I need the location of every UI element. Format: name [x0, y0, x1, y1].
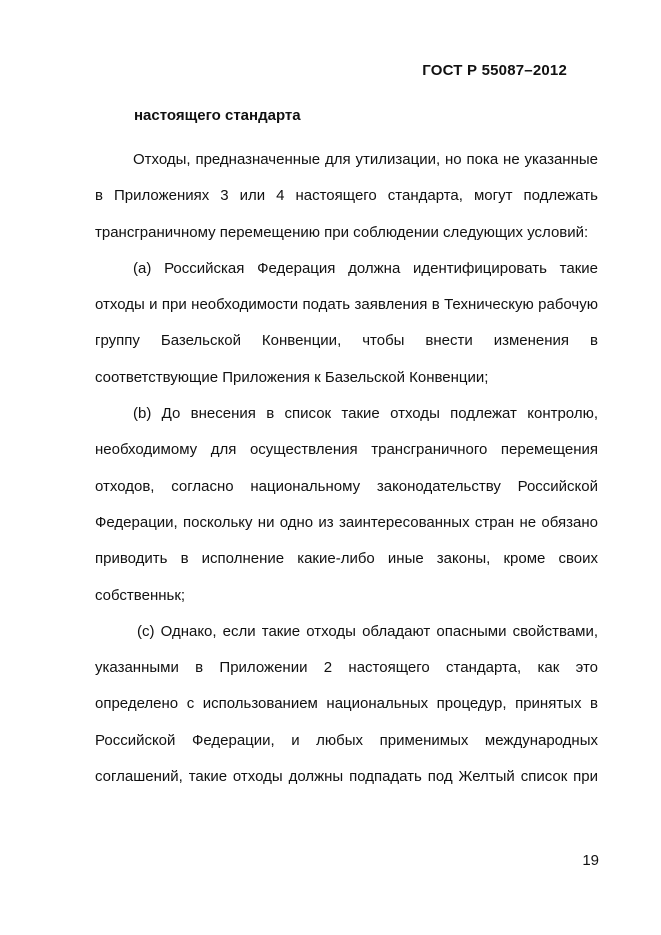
document-body [95, 142, 598, 795]
paragraph-item-b: (b) До внесения в список такие отходы подлежат контролю, необходимому для осуществления трансграничного перемещения отходов, согласно национальному законодательству Российской Федерации, поскольку ни одно из заинтересованных стран не обязано приводить в исполнение какие-либо иные законы, кроме своих собственньк; [95, 405, 598, 604]
paragraph-item-c: (c) Однако, если такие отходы обладают опасными свойствами, указанными в Приложении 2 настоящего стандарта, как это определено с использованием национальных процедур, принятых в Российской Федерации, и любых применимых международных соглашений, такие отходы должны подпадать под Желтый список при [95, 622, 598, 786]
paragraph-item-a: (a) Российская Федерация должна идентифицировать такие отходы и при необходимости подать заявления в Техническую рабочую группу Базельской Конвенции, чтобы внести изменения в соответствующие Приложения к Базельской Конвенции; [95, 259, 598, 386]
document-header: ГОСТ Р 55087–2012 [422, 62, 567, 79]
continued-heading-text: настоящего стандарта [134, 107, 301, 124]
page-number: 19 [582, 852, 599, 869]
paragraph-waste-conditions: Отходы, предназначенные для утилизации, но пока не указанные в Приложениях 3 или 4 настоящего стандарта, могут подлежать трансграничному перемещению при соблюдении следующих условий: [95, 151, 598, 241]
